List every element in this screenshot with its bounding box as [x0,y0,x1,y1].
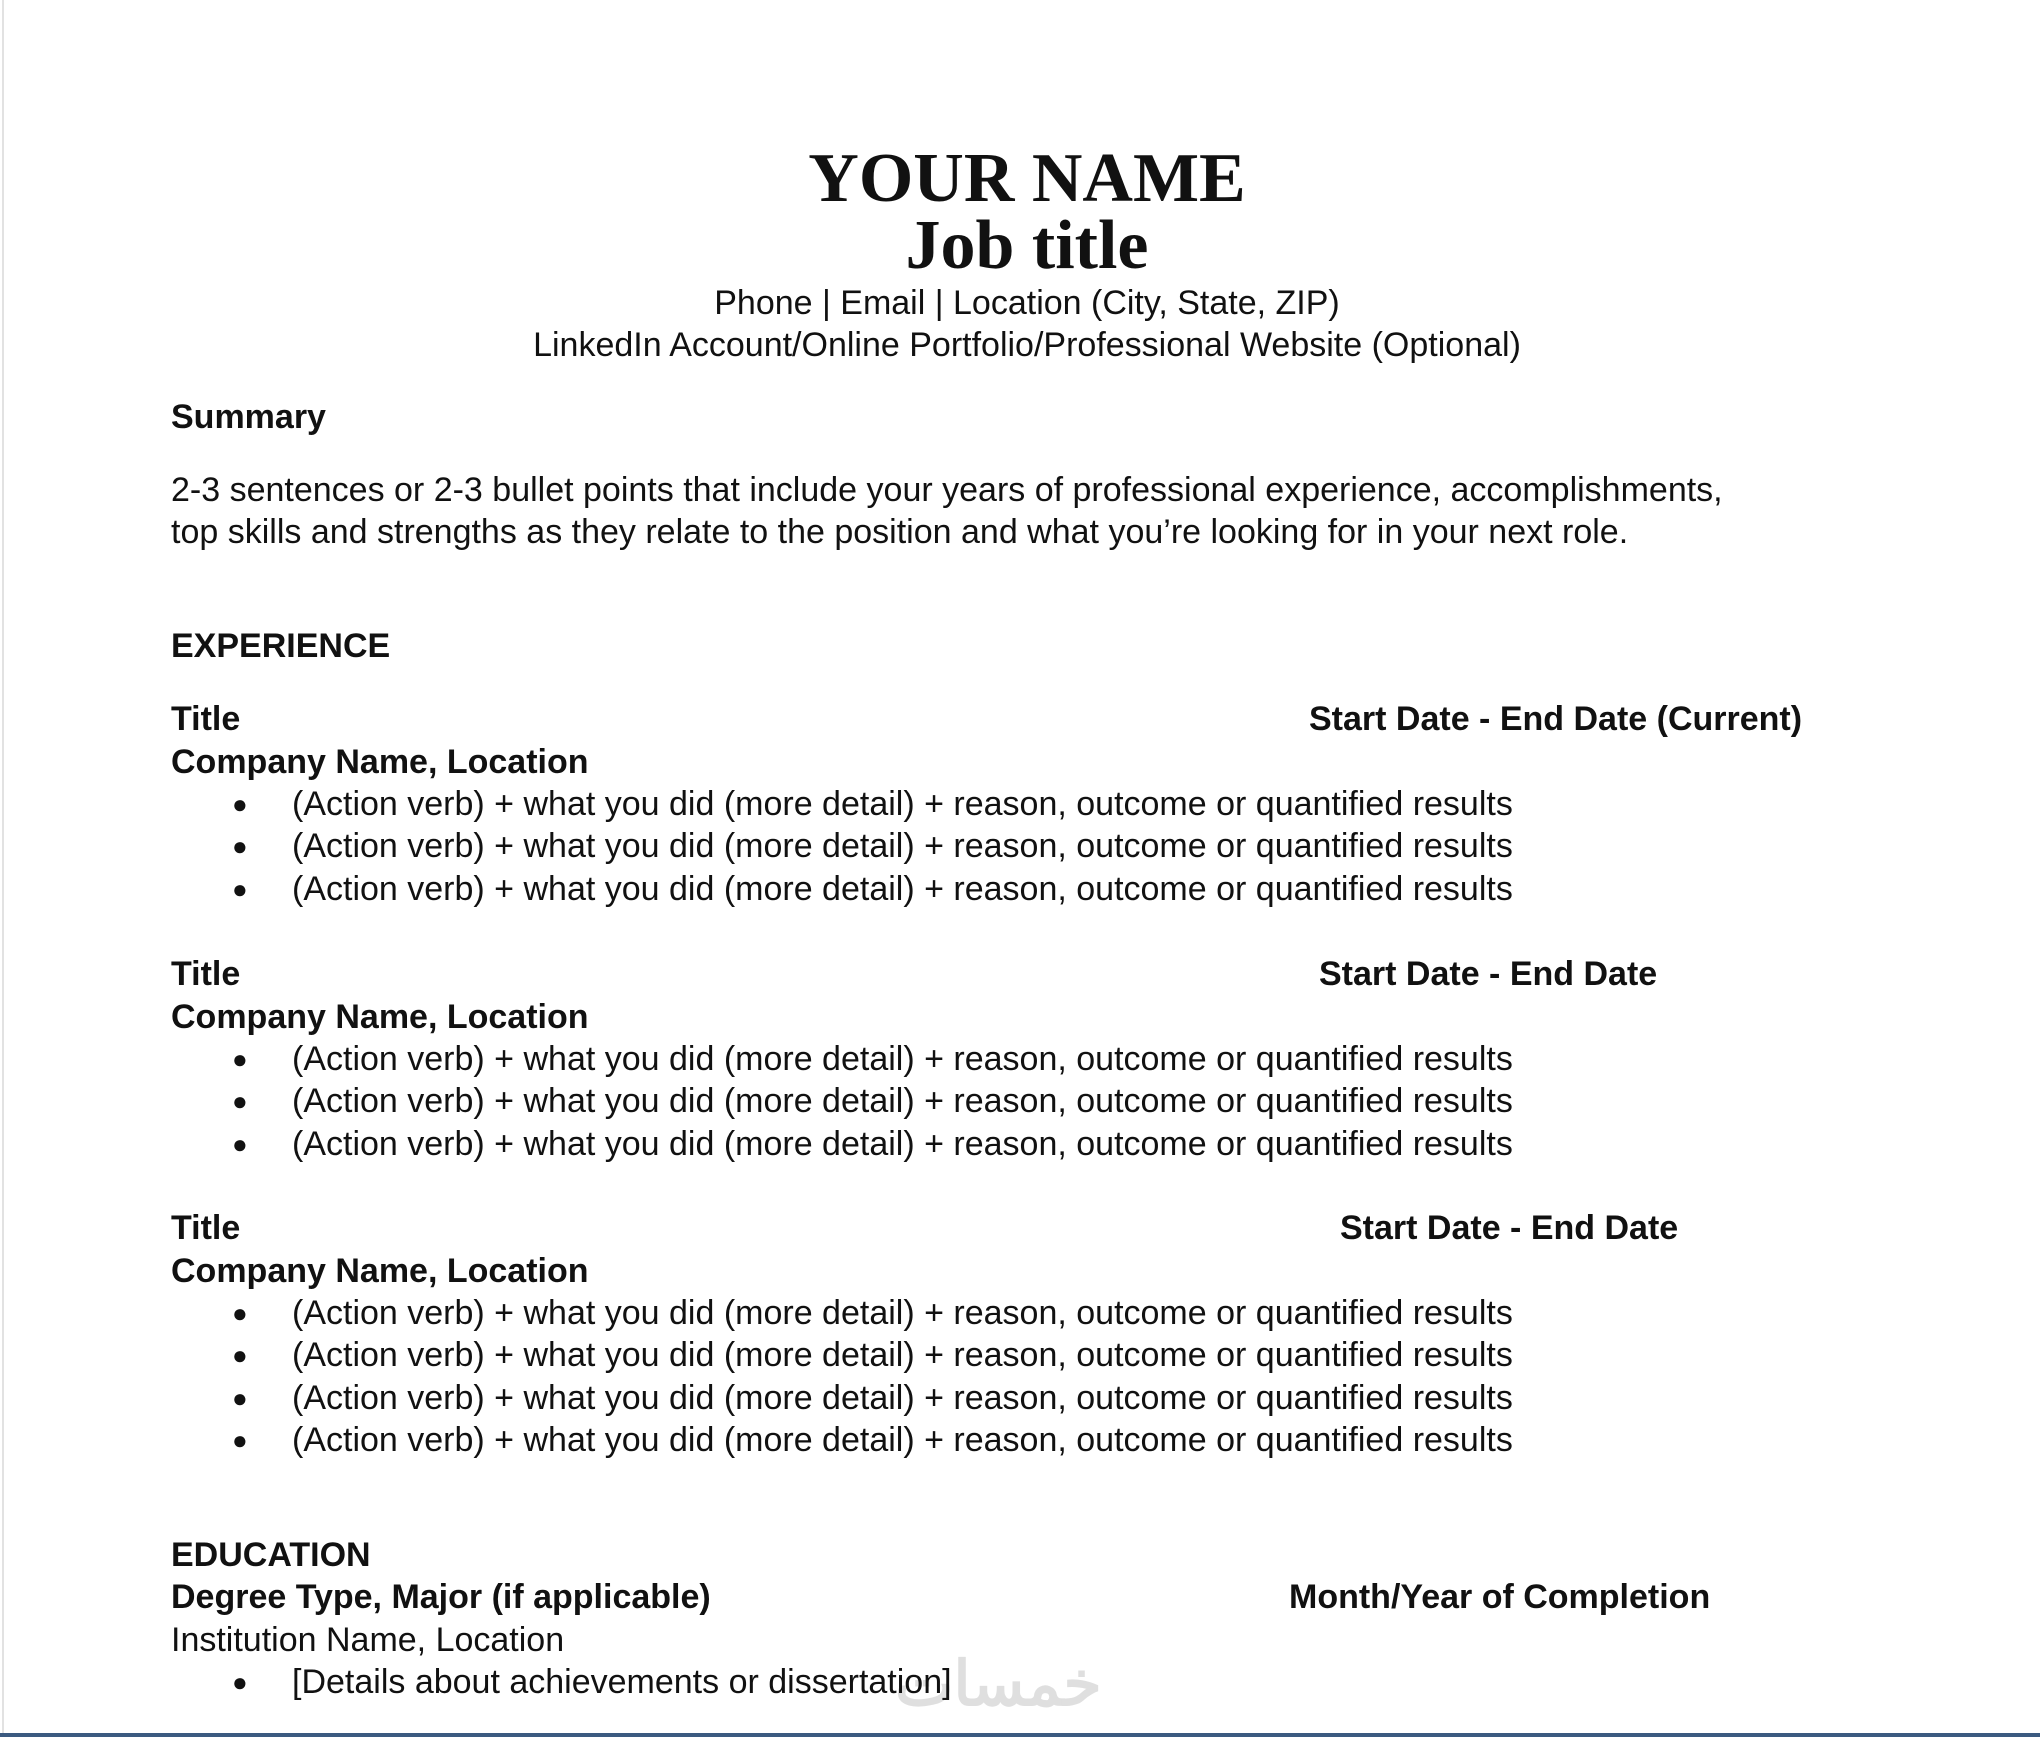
resume-job-title: Job title [905,207,1149,284]
bullet-text: (Action verb) + what you did (more detail) + reason, outcome or quantified results [292,1040,1513,1078]
job-bullet [232,1080,1513,1122]
education-heading: EDUCATION [171,1536,371,1574]
job-bullet [232,1377,1513,1419]
bullet-icon: ● [232,789,248,819]
job-dates: Start Date - End Date (Current) [1309,700,1803,738]
job-dates: Start Date - End Date [1319,955,1658,993]
page-bottom-border [0,1733,2040,1737]
job-bullet [232,1334,1513,1376]
bullet-text: (Action verb) + what you did (more detail) + reason, outcome or quantified results [292,1082,1513,1121]
job-bullet [232,1123,1513,1165]
company-name: Company Name, Location [171,998,589,1036]
job-bullet [232,825,1513,867]
summary-line: top skills and strengths as they relate to the position and what you’re looking for in your next role. [171,513,1629,551]
bullet-text: (Action verb) + what you did (more detail) + reason, outcome or quantified results [292,1336,1513,1375]
bullet-text: (Action verb) + what you did (more detail) + reason, outcome or quantified results [292,1378,1513,1417]
job-title: Title [171,955,241,993]
bullet-text: (Action verb) + what you did (more detail) + reason, outcome or quantified results [292,1294,1513,1332]
bullet-icon: ● [232,1382,248,1413]
resume-name: YOUR NAME [808,140,1246,217]
job-bullet [232,1419,1513,1461]
summary-line: 2-3 sentences or 2-3 bullet points that include your years of professional experience, accomplishments, [171,471,1723,509]
bullet-text: (Action verb) + what you did (more detail) + reason, outcome or quantified results [292,827,1513,866]
bullet-icon: ● [232,1298,248,1328]
company-name: Company Name, Location [171,743,589,781]
summary-heading: Summary [171,398,326,436]
education-bullet: ● [Details about achievements or dissertation] [232,1663,952,1701]
bullet-text: (Action verb) + what you did (more detail) + reason, outcome or quantified results [292,1124,1513,1163]
job-bullet [232,1038,1513,1080]
degree: Degree Type, Major (if applicable) [171,1578,711,1616]
job-title: Title [171,700,241,738]
bullet-text: (Action verb) + what you did (more detail) + reason, outcome or quantified results [292,869,1513,908]
job-bullet [232,1292,1513,1334]
job-dates: Start Date - End Date [1340,1209,1679,1247]
job-bullet [232,868,1513,910]
experience-heading: EXPERIENCE [171,627,391,665]
bullet-icon: ● [232,1424,248,1455]
bullet-text: (Action verb) + what you did (more detail) + reason, outcome or quantified results [292,785,1513,823]
bullet-icon: ● [232,1128,248,1159]
completion-date: Month/Year of Completion [1289,1578,1711,1616]
institution: Institution Name, Location [171,1621,565,1659]
links-line: LinkedIn Account/Online Portfolio/Professional Website (Optional) [533,326,1521,364]
bullet-icon: ● [232,1340,248,1371]
watermark-logo: خمسات [895,1650,1102,1719]
contact-line: Phone | Email | Location (City, State, ZIP) [714,284,1340,322]
job-title: Title [171,1209,241,1247]
bullet-icon: ● [232,1044,248,1074]
bullet-icon: ● [232,873,248,904]
company-name: Company Name, Location [171,1252,589,1290]
job-bullet [232,783,1513,825]
bullet-icon: ● [232,831,248,862]
bullet-text: (Action verb) + what you did (more detail) + reason, outcome or quantified results [292,1420,1513,1459]
bullet-icon: ● [232,1086,248,1117]
bullet-icon: ● [232,1667,248,1697]
